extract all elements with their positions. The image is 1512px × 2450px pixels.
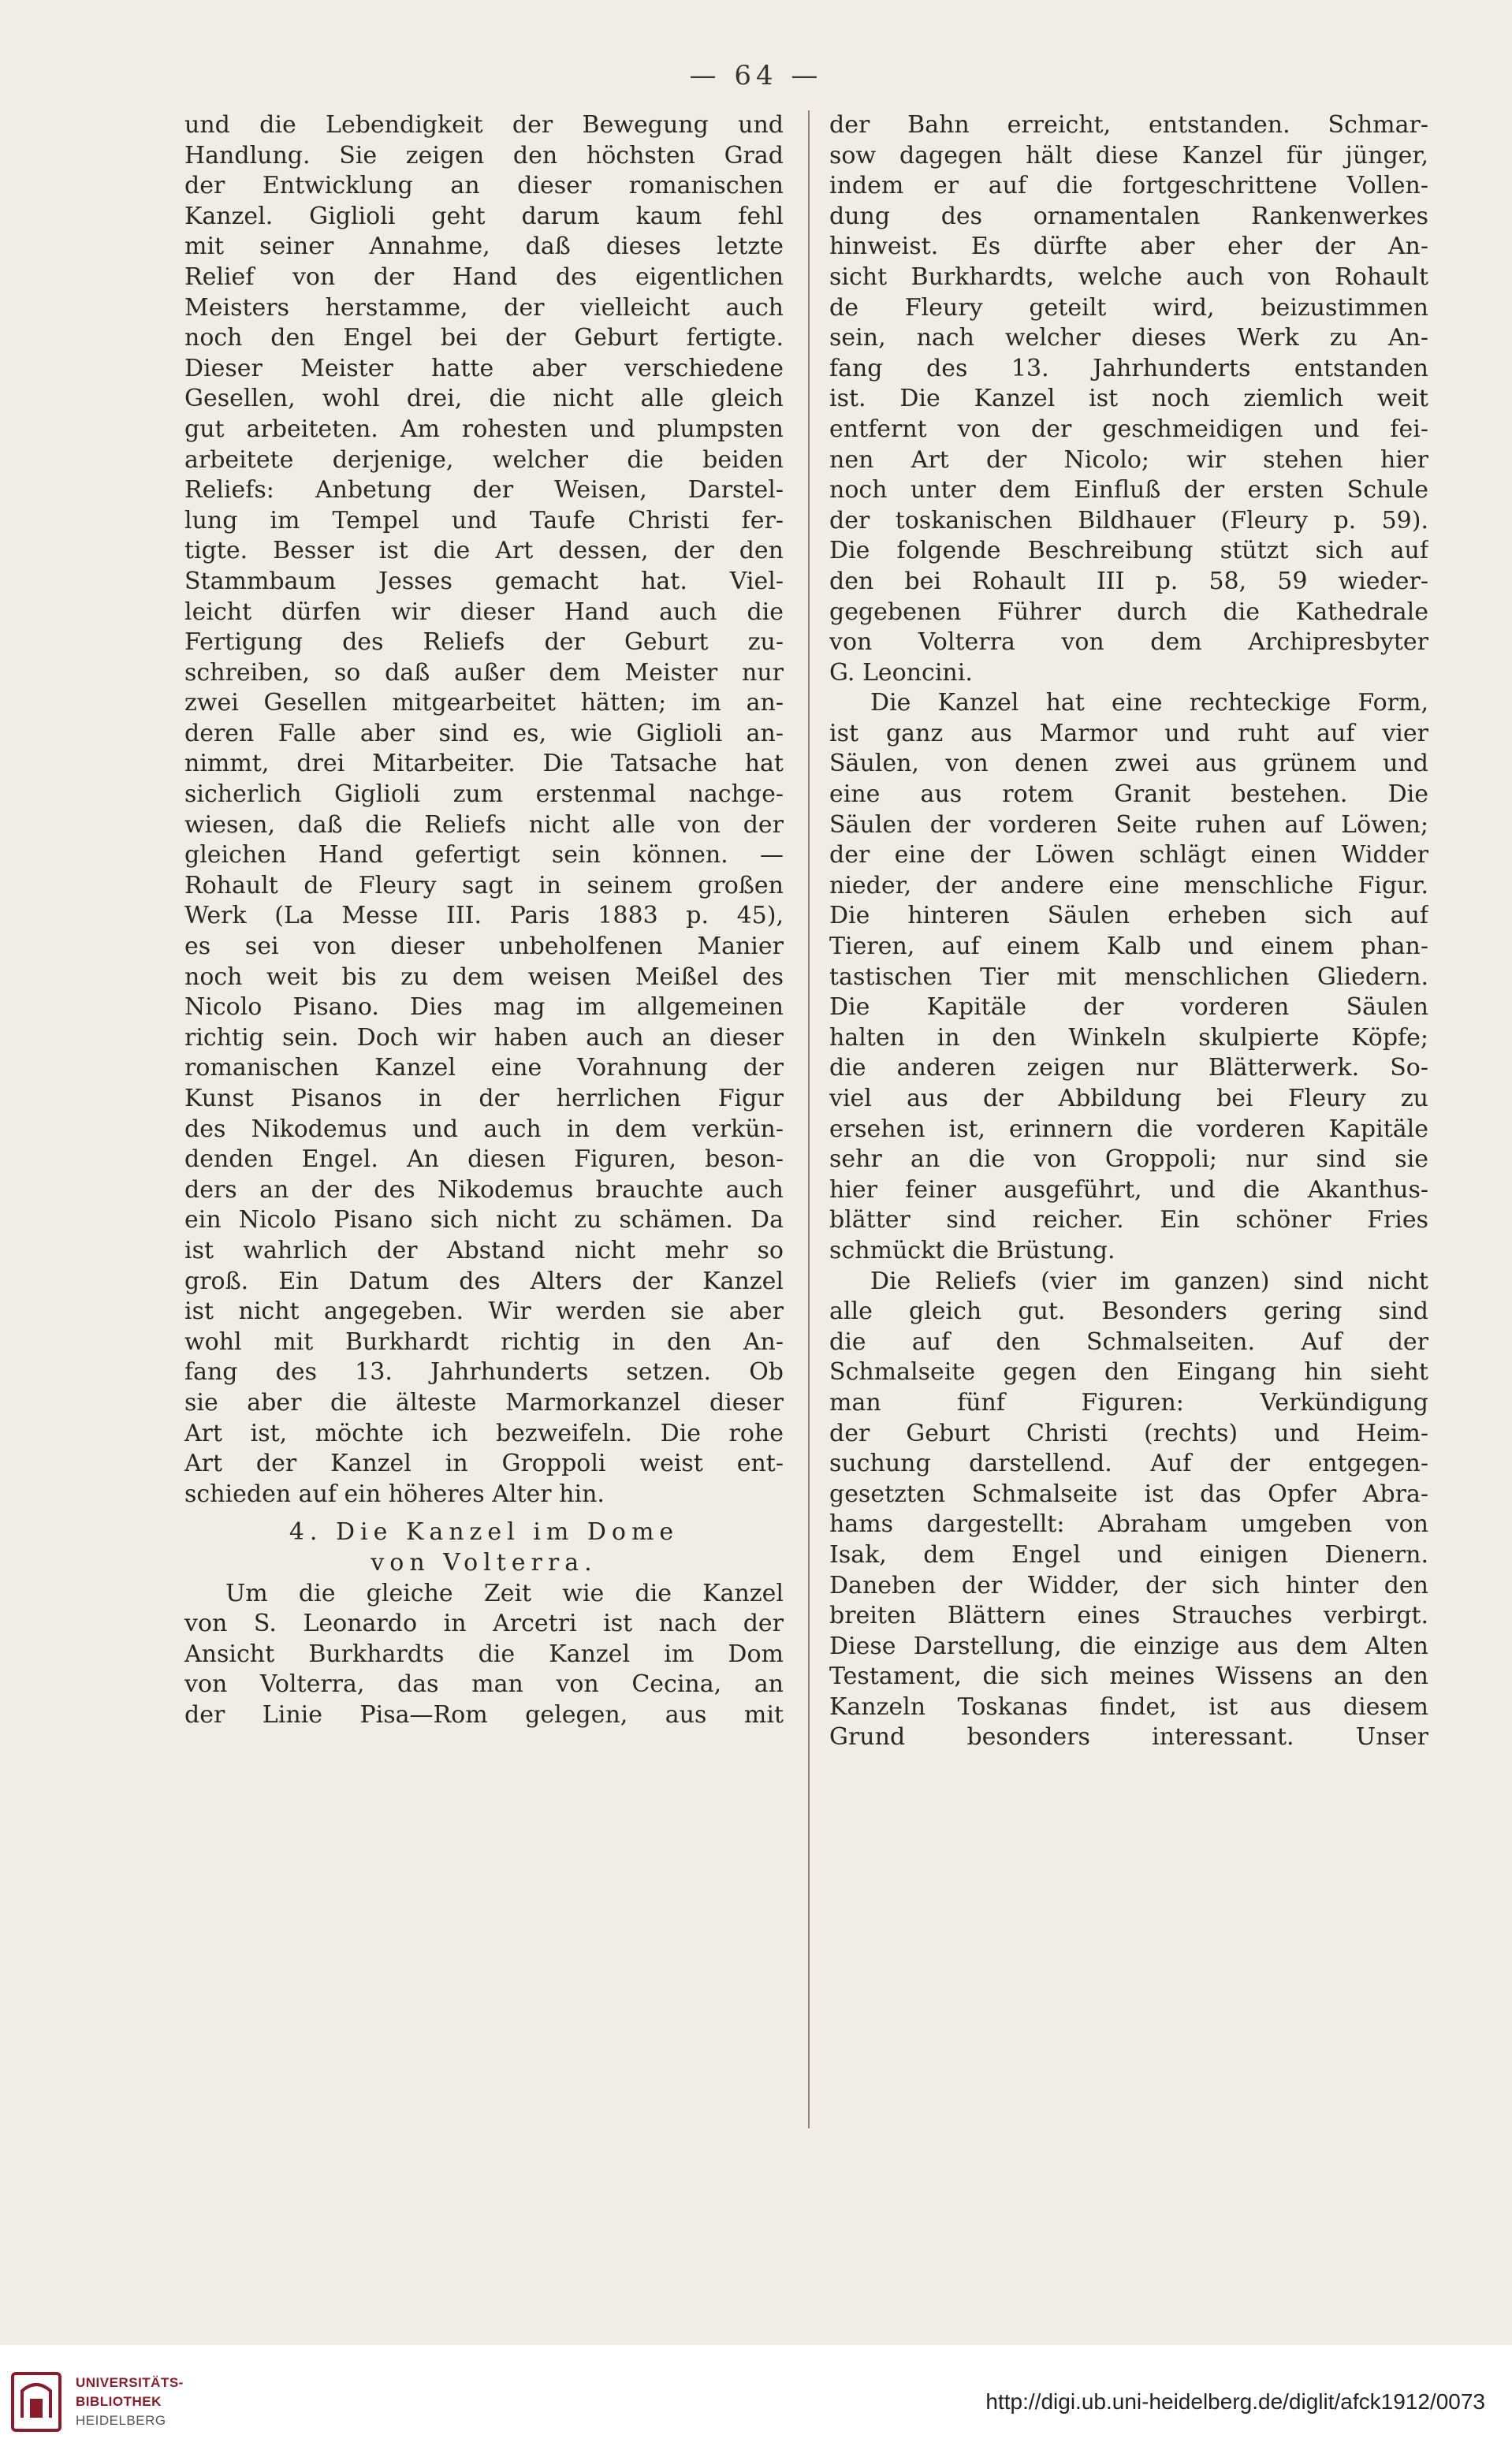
text-line: Testament, die sich meines Wissens an den	[829, 1662, 1428, 1691]
left-column	[184, 110, 784, 1730]
text-line: mit seiner Annahme, daß dieses letzte	[184, 233, 784, 261]
text-line: lung im Tempel und Taufe Christi fer-	[184, 506, 784, 534]
text-line: Gesellen, wohl drei, die nicht alle gleich	[184, 385, 784, 413]
text-line: alle gleich gut. Besonders gering sind	[829, 1298, 1428, 1326]
text-line: gegebenen Führer durch die Kathedrale	[829, 598, 1428, 626]
text-line: Grund besonders interessant. Unser	[829, 1723, 1428, 1752]
text-line: Nicolo Pisano. Dies mag im allgemeinen	[184, 993, 784, 1022]
text-line: hinweist. Es dürfte aber eher der An-	[829, 233, 1428, 261]
text-line: man fünf Figuren: Verkündigung	[829, 1388, 1428, 1417]
text-line: Dieser Meister hatte aber verschiedene	[184, 354, 784, 382]
text-line: schreiben, so daß außer dem Meister nur	[184, 658, 784, 687]
text-line: sicht Burkhardts, welche auch von Rohault	[829, 262, 1428, 291]
text-line: deren Falle aber sind es, wie Giglioli an-	[184, 719, 784, 747]
text-line: Tieren, auf einem Kalb und einem phan-	[829, 933, 1428, 961]
text-line: Fertigung des Reliefs der Geburt zu-	[184, 628, 784, 657]
column-divider	[808, 110, 810, 2128]
text-line: noch unter dem Einfluß der ersten Schule	[829, 476, 1428, 505]
text-line: den bei Rohault III p. 58, 59 wieder-	[829, 567, 1428, 595]
text-line: fang des 13. Jahrhunderts entstanden	[829, 354, 1428, 382]
text-line: sein, nach welcher dieses Werk zu An-	[829, 324, 1428, 352]
text-line: Werk (La Messe III. Paris 1883 p. 45),	[184, 902, 784, 930]
text-line: entfernt von der geschmeidigen und fei-	[829, 415, 1428, 443]
logo-line-2: BIBLIOTHEK	[76, 2394, 162, 2409]
text-line: der Linie Pisa—Rom gelegen, aus mit	[184, 1700, 784, 1729]
text-line: Schmalseite gegen den Eingang hin sieht	[829, 1358, 1428, 1387]
text-line: hier feiner ausgeführt, und die Akanthus-	[829, 1175, 1428, 1204]
text-line: Die Kanzel hat eine rechteckige Form,	[870, 689, 1428, 717]
text-line: der eine der Löwen schlägt einen Widder	[829, 841, 1428, 869]
text-line: halten in den Winkeln skulpierte Köpfe;	[829, 1023, 1428, 1052]
text-line: Art der Kanzel in Groppoli weist ent-	[184, 1450, 784, 1478]
text-line: Kanzel. Giglioli geht darum kaum fehl	[184, 202, 784, 230]
text-line: Die Reliefs (vier im ganzen) sind nicht	[870, 1267, 1428, 1295]
section-heading-line: 4. Die Kanzel im Dome	[289, 1518, 680, 1547]
text-line: Handlung. Sie zeigen den höchsten Grad	[184, 141, 784, 169]
text-line: und die Lebendigkeit der Bewegung und	[184, 111, 784, 139]
text-line: richtig sein. Doch wir haben auch an dieser	[184, 1023, 784, 1052]
text-line: gut arbeiteten. Am rohesten und plumpsten	[184, 415, 784, 443]
text-line: Rohault de Fleury sagt in seinem großen	[184, 871, 784, 899]
text-line: ist wahrlich der Abstand nicht mehr so	[184, 1236, 784, 1264]
text-line: Daneben der Widder, der sich hinter den	[829, 1571, 1428, 1599]
text-line: G. Leoncini.	[829, 658, 973, 687]
text-line: von Volterra, das man von Cecina, an	[184, 1670, 784, 1699]
text-line: blätter sind reicher. Ein schöner Fries	[829, 1206, 1428, 1234]
text-line: nieder, der andere eine menschliche Figur.	[829, 871, 1428, 899]
library-seal-icon	[8, 2370, 65, 2433]
text-line: Die Kapitäle der vorderen Säulen	[829, 993, 1428, 1022]
text-line: der toskanischen Bildhauer (Fleury p. 59).	[829, 506, 1428, 534]
text-line: Isak, dem Engel und einigen Dienern.	[829, 1540, 1428, 1569]
text-line: noch weit bis zu dem weisen Meißel des	[184, 963, 784, 991]
text-line: wiesen, daß die Reliefs nicht alle von der	[184, 810, 784, 839]
text-line: Diese Darstellung, die einzige aus dem Alten	[829, 1632, 1428, 1660]
text-line: gesetzten Schmalseite ist das Opfer Abra-	[829, 1480, 1428, 1508]
text-line: leicht dürfen wir dieser Hand auch die	[184, 598, 784, 626]
text-line: arbeitete derjenige, welcher die beiden	[184, 445, 784, 474]
text-line: von Volterra von dem Archipresbyter	[829, 628, 1428, 657]
section-heading-line: von Volterra.	[371, 1548, 598, 1577]
text-line: romanischen Kanzel eine Vorahnung der	[184, 1054, 784, 1082]
text-line: Meisters herstamme, der vielleicht auch	[184, 293, 784, 322]
text-line: sehr an die von Groppoli; nur sind sie	[829, 1145, 1428, 1174]
text-line: Art ist, möchte ich bezweifeln. Die rohe	[184, 1419, 784, 1447]
text-line: hams dargestellt: Abraham umgeben von	[829, 1510, 1428, 1539]
text-line: tigte. Besser ist die Art dessen, der den	[184, 537, 784, 565]
text-line: fang des 13. Jahrhunderts setzen. Ob	[184, 1358, 784, 1387]
text-line: ist nicht angegeben. Wir werden sie aber	[184, 1298, 784, 1326]
text-line: Säulen der vorderen Seite ruhen auf Löwen;	[829, 810, 1428, 839]
text-line: suchung darstellend. Auf der entgegen-	[829, 1450, 1428, 1478]
text-line: indem er auf die fortgeschrittene Vollen-	[829, 172, 1428, 200]
text-line: der Bahn erreicht, entstanden. Schmar-	[829, 111, 1428, 139]
text-line: Ansicht Burkhardts die Kanzel im Dom	[184, 1640, 784, 1668]
text-line: sow dagegen hält diese Kanzel für jünger,	[829, 141, 1428, 169]
text-line: Die hinteren Säulen erheben sich auf	[829, 902, 1428, 930]
text-line: dung des ornamentalen Rankenwerkes	[829, 202, 1428, 230]
text-line: nen Art der Nicolo; wir stehen hier	[829, 445, 1428, 474]
text-line: groß. Ein Datum des Alters der Kanzel	[184, 1267, 784, 1295]
text-line: von S. Leonardo in Arcetri ist nach der	[184, 1610, 784, 1638]
text-line: die auf den Schmalseiten. Auf der	[829, 1327, 1428, 1356]
text-line: Relief von der Hand des eigentlichen	[184, 262, 784, 291]
text-line: viel aus der Abbildung bei Fleury zu	[829, 1085, 1428, 1112]
text-line: Reliefs: Anbetung der Weisen, Darstel-	[184, 476, 784, 505]
text-line: der Geburt Christi (rechts) und Heim-	[829, 1419, 1428, 1447]
text-line: noch den Engel bei der Geburt fertigte.	[184, 324, 784, 352]
text-line: ersehen ist, erinnern die vorderen Kapitäle	[829, 1115, 1428, 1143]
text-line: ist ganz aus Marmor und ruht auf vier	[829, 719, 1428, 747]
source-url-link[interactable]: http://digi.ub.uni-heidelberg.de/diglit/afck1912/0073	[985, 2389, 1485, 2414]
text-line: die anderen zeigen nur Blätterwerk. So-	[829, 1054, 1428, 1082]
text-line: zwei Gesellen mitgearbeitet hätten; im an-	[184, 689, 784, 717]
logo-line-3: HEIDELBERG	[76, 2413, 166, 2428]
text-line: schieden auf ein höheres Alter hin.	[184, 1480, 605, 1508]
text-line: eine aus rotem Granit bestehen. Die	[829, 780, 1428, 809]
text-line: Säulen, von denen zwei aus grünem und	[829, 750, 1428, 778]
page-number: — 64 —	[689, 60, 823, 91]
text-line: de Fleury geteilt wird, beizustimmen	[829, 293, 1428, 322]
text-line: Die folgende Beschreibung stützt sich auf	[829, 537, 1428, 565]
logo-line-1: UNIVERSITÄTS-	[76, 2375, 184, 2390]
text-line: des Nikodemus und auch in dem verkün-	[184, 1115, 784, 1143]
text-line: ist. Die Kanzel ist noch ziemlich weit	[829, 385, 1428, 413]
text-line: breiten Blättern eines Strauches verbirgt.	[829, 1602, 1428, 1630]
text-line: tastischen Tier mit menschlichen Gliedern.	[829, 963, 1428, 991]
text-line: der Entwicklung an dieser romanischen	[184, 172, 784, 200]
text-line: Kanzeln Toskanas findet, ist aus diesem	[829, 1692, 1428, 1721]
text-line: es sei von dieser unbeholfenen Manier	[184, 933, 784, 961]
text-line: wohl mit Burkhardt richtig in den An-	[184, 1327, 784, 1356]
text-line: sie aber die älteste Marmorkanzel dieser	[184, 1388, 784, 1417]
text-line: sicherlich Giglioli zum erstenmal nachge-	[184, 780, 784, 809]
library-logo[interactable]	[8, 2364, 184, 2440]
right-column	[829, 110, 1428, 1753]
text-line: nimmt, drei Mitarbeiter. Die Tatsache hat	[184, 750, 784, 778]
footer-bar	[0, 2345, 1512, 2450]
text-line: gleichen Hand gefertigt sein können. —	[184, 841, 784, 869]
text-line: Um die gleiche Zeit wie die Kanzel	[225, 1579, 784, 1607]
text-line: denden Engel. An diesen Figuren, beson-	[184, 1145, 784, 1174]
text-line: ein Nicolo Pisano sich nicht zu schämen. Da	[184, 1206, 784, 1234]
text-line: Stammbaum Jesses gemacht hat. Viel-	[184, 567, 784, 595]
text-line: schmückt die Brüstung.	[829, 1236, 1115, 1264]
logo-text	[76, 2374, 184, 2430]
text-line: Kunst Pisanos in der herrlichen Figur	[184, 1085, 784, 1112]
text-line: ders an der des Nikodemus brauchte auch	[184, 1175, 784, 1204]
